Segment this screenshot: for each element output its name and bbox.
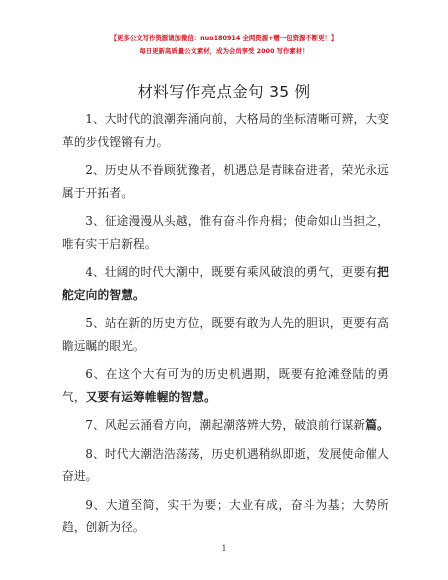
quote-text: 9、大道至简，实干为要；大业有成，奋斗为基；大势所趋，创新为径。 (62, 497, 389, 534)
quote-item-6 (62, 363, 389, 408)
document-title: 材料写作亮点金句 35 例 (137, 83, 311, 101)
quote-text: 3、征途漫漫从头越，惟有奋斗作舟楫；使命如山当担之，唯有实干启新程。 (62, 214, 389, 251)
quote-item-9 (62, 494, 389, 539)
quote-text: 5、站在新的历史方位，既要有敢为人先的胆识，更要有高瞻远瞩的眼光。 (62, 316, 389, 353)
quote-text: 6、在这个大有可为的历史机遇期，既要有抢滩登陆的勇气， (62, 367, 389, 404)
quote-bold-text: 篇。 (365, 418, 389, 432)
quote-text: 1、大时代的浪潮奔涌向前，大格局的坐标清晰可辨，大变革的步伐铿锵有力。 (62, 112, 389, 149)
quote-text: 7、风起云涌看方向，潮起潮落辨大势，破浪前行谋新 (85, 418, 366, 432)
quote-item-2 (62, 159, 389, 204)
quote-item-3 (62, 210, 389, 255)
quote-text: 4、壮阔的时代大潮中，既要有乘风破浪的勇气，更要有 (85, 265, 378, 279)
quote-item-5 (62, 312, 389, 357)
promo-banner-line-2: 每日更新高质量公文素材，成为会员享受 2000 写作素材！ (139, 47, 309, 55)
quote-bold-text: 又要有运筹帷幄的智慧。 (85, 389, 216, 404)
quote-item-7 (62, 414, 389, 437)
promo-banner-line-1: 【更多公文写作资源请加微信：nuo180914 全网资源+赠一包资源不断更！】 (110, 34, 338, 42)
quote-item-1 (62, 108, 389, 153)
quote-list (62, 108, 389, 545)
quote-item-4 (62, 261, 389, 306)
quote-text: 8、时代大潮浩浩荡荡，历史机遇稍纵即逝，发展使命催人奋进。 (62, 446, 389, 483)
quote-item-8 (62, 443, 389, 488)
page-number: 1 (221, 544, 227, 553)
quote-bold-text: 把舵定向的智慧。 (62, 265, 389, 302)
quote-text: 2、历史从不眷顾犹豫者，机遇总是青睐奋进者，荣光永远属于开拓者。 (62, 163, 389, 200)
